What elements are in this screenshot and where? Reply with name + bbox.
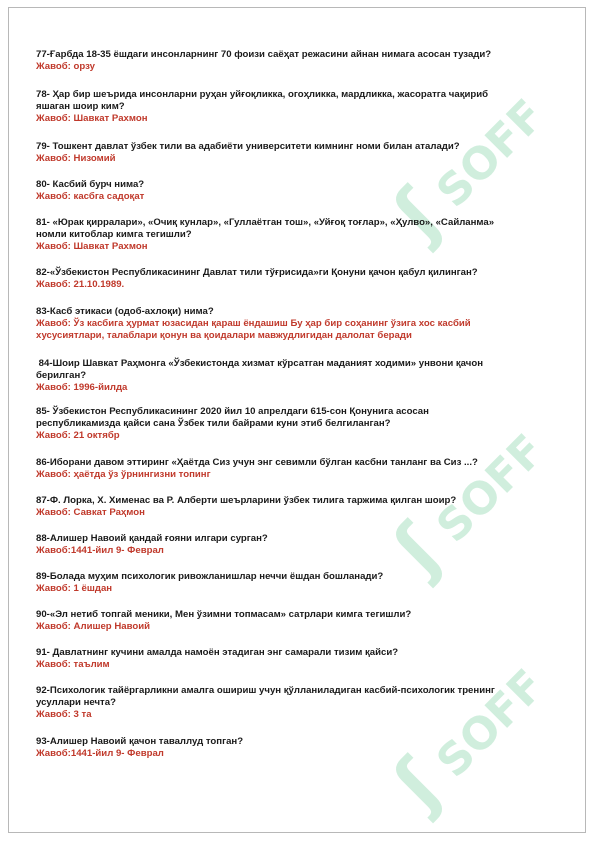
watermark-text: SOFF (427, 89, 555, 218)
answer-text: Жавоб:1441-йил 9- Феврал (36, 545, 164, 556)
question-text: 81- «Юрак қирралари», «Очиқ кунлар», «Гуллаётган тош», «Уйғоқ тоғлар», «Ҳулво», «Сайланма» номли китоблар кимга тегишли? (36, 217, 495, 240)
answer-text: Жавоб: 21 октябр (36, 430, 120, 441)
qa-item-90 (36, 609, 411, 633)
question-text: 91- Давлатнинг кучини амалда намоён этадиган энг самарали тизим қайси? (36, 647, 399, 658)
answer-text: Жавоб: 21.10.1989. (36, 279, 125, 290)
answer-text: Жавоб: Шавкат Рахмон (36, 241, 148, 252)
watermark-logo: ʃ SOFF (378, 89, 555, 253)
answer-text: Жавоб: ҳаётда ўз ўрнингизни топинг (36, 469, 211, 480)
answer-text: Жавоб: Алишер Навоий (36, 621, 151, 632)
answer-text: Жавоб: Низомий (36, 153, 116, 164)
question-text: 84-Шоир Шавкат Раҳмонга «Ўзбекистонда хизмат кўрсатган маданият ходими» унвони қачон берилган? (36, 358, 484, 381)
answer-text: Жавоб: орзу (36, 61, 96, 72)
question-text: 77-Ғарбда 18-35 ёшдаги инсонларнинг 70 фоизи саёҳат режасини айнан нимага асосан тузади? (36, 49, 492, 60)
answer-text: Жавоб: 3 та (36, 709, 92, 720)
watermark-text: SOFF (427, 424, 555, 553)
question-text: 79- Тошкент давлат ўзбек тили ва адабиёти университети кимнинг номи билан аталади? (36, 141, 460, 152)
qa-item-77 (36, 49, 491, 73)
question-text: 93-Алишер Навоий қачон таваллуд топган? (36, 736, 244, 747)
qa-item-86 (36, 457, 478, 481)
watermark-logo: ʃ SOFF (378, 659, 555, 823)
qa-item-78 (36, 89, 488, 125)
qa-item-89 (36, 571, 383, 595)
qa-item-85 (36, 406, 429, 442)
answer-text: Жавоб: касбга садоқат (36, 191, 145, 202)
answer-text: Жавоб: таълим (36, 659, 110, 670)
qa-item-84 (36, 358, 483, 394)
watermark-text: SOFF (427, 659, 555, 788)
qa-item-81 (36, 217, 494, 253)
qa-item-82 (36, 267, 478, 291)
watermark-logo: ʃ SOFF (378, 424, 555, 588)
question-text: 85- Ўзбекистон Республикасининг 2020 йил 10 апрелдаги 615-сон Қонунига асосан республикамизда қайси сана Ўзбек тили байрами куни этиб белгиланган? (36, 406, 429, 429)
answer-text: Жавоб: Ўз касбига ҳурмат юзасидан қараш ёндашиш Бу ҳар бир соҳанинг ўзига хос касбий хусусиятлари, талаблари қонун ва қоидалари мавжудлигидан далолат беради (36, 318, 471, 341)
answer-text: Жавоб: 1996-йилда (36, 382, 128, 393)
qa-item-80 (36, 179, 144, 203)
question-text: 86-Иборани давом эттиринг «Ҳаётда Сиз учун энг севимли бўлган касбни танланг ва Сиз ...? (36, 457, 478, 468)
question-text: 88-Алишер Навоий қандай ғояни илгари сурган? (36, 533, 268, 544)
question-text: 87-Ф. Лорка, Х. Хименас ва Р. Алберти шеърларини ўзбек тилига таржима қилган шоир? (36, 495, 457, 506)
question-text: 83-Касб этикаси (одоб-ахлоқи) нима? (36, 306, 214, 317)
question-text: 92-Психологик тайёргарликни амалга ошириш учун қўлланиладиган касбий-психологик тренинг усуллари нечта? (36, 685, 495, 708)
qa-item-87 (36, 495, 456, 519)
question-text: 90-«Эл нетиб топгай меники, Мен ўзимни топмасам» сатрлари кимга тегишли? (36, 609, 412, 620)
answer-text: Жавоб:1441-йил 9- Феврал (36, 748, 164, 759)
qa-item-91 (36, 647, 398, 671)
answer-text: Жавоб: Савкат Раҳмон (36, 507, 145, 518)
answer-text: Жавоб: Шавкат Рахмон (36, 113, 148, 124)
question-text: 80- Касбий бурч нима? (36, 179, 145, 190)
qa-item-93 (36, 736, 243, 760)
qa-item-92 (36, 685, 495, 721)
answer-text: Жавоб: 1 ёшдан (36, 583, 113, 594)
qa-item-88 (36, 533, 268, 557)
question-text: 78- Ҳар бир шеърида инсонларни руҳан уйғоқликка, огоҳликка, мардликка, жасоратга чақириб яшаган шоир ким? (36, 89, 489, 112)
question-text: 82-«Ўзбекистон Республикасининг Давлат тили тўғрисида»ги Қонуни қачон қабул қилинган? (36, 267, 478, 278)
qa-item-79 (36, 141, 460, 165)
qa-item-83 (36, 306, 471, 342)
question-text: 89-Болада муҳим психологик ривожланишлар неччи ёшдан бошланади? (36, 571, 384, 582)
